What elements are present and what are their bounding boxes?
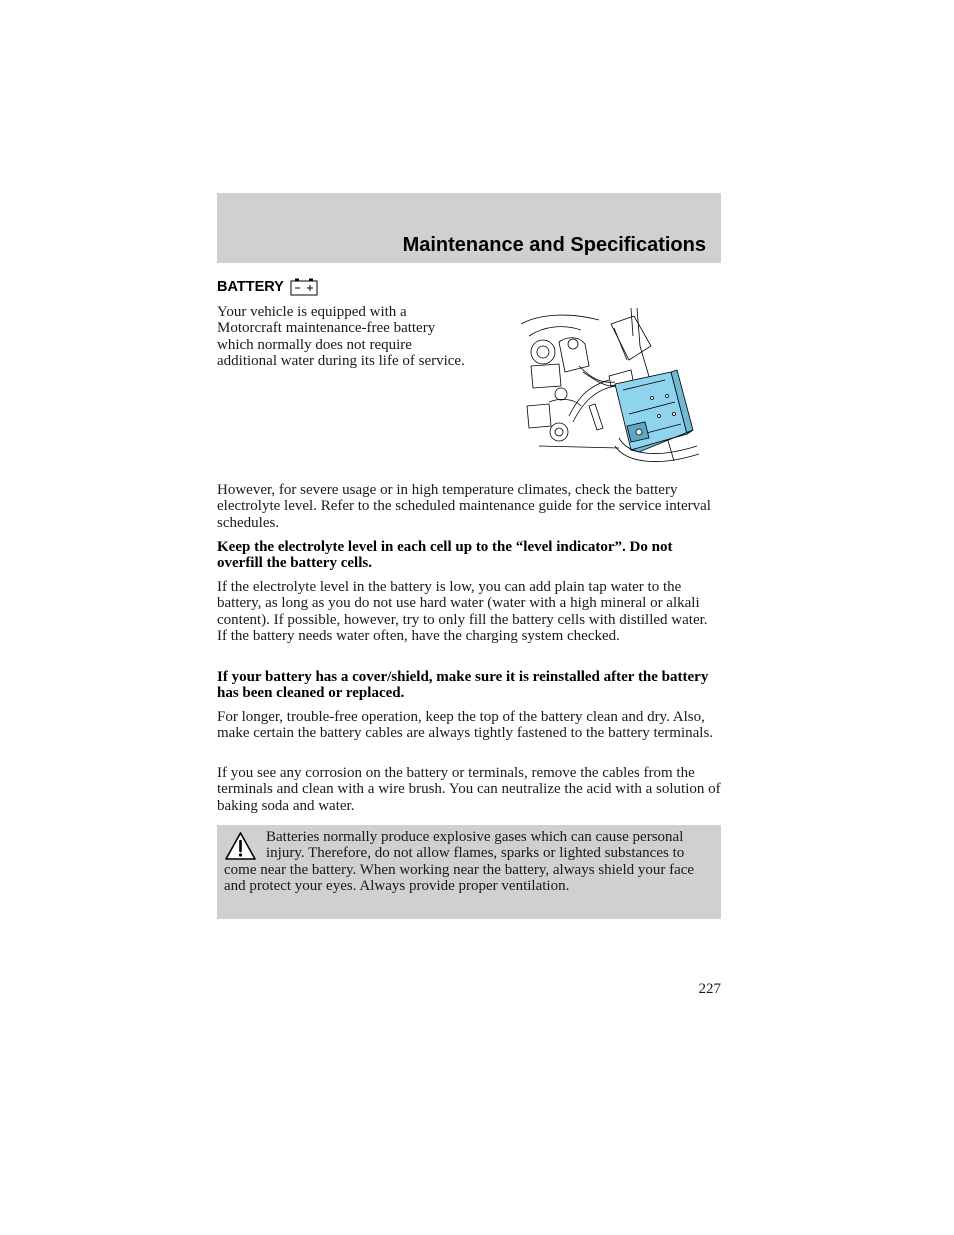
warning-text: Batteries normally produce explosive gases which can cause personal injury. Therefore, do not allow flames, sparks or lighted substances to come near the battery. When working near the battery, always shield your face and protect your eyes. Always provide proper ventilation. — [224, 829, 695, 895]
severe-usage-paragraph: However, for severe usage or in high temperature climates, check the battery electrolyte level. Refer to the scheduled maintenance guide for the service interval schedules. — [217, 482, 711, 531]
add-water-paragraph: If the electrolyte level in the battery is low, you can add plain tap water to the battery, as long as you do not use hard water (water with a high mineral or alkali content). If possible, however, try to only fill the battery cells with distilled water. If the battery needs water often, have the charging system checked. — [217, 579, 708, 645]
battery-icon — [290, 278, 318, 296]
intro-paragraph: Your vehicle is equipped with a Motorcraft maintenance-free battery which normally does not require additional water during its life of service. — [217, 304, 465, 370]
keep-level-paragraph: Keep the electrolyte level in each cell up to the “level indicator”. Do not overfill the battery cells. — [217, 539, 673, 572]
warning-box — [217, 825, 721, 919]
section-heading — [217, 278, 318, 296]
corrosion-paragraph: If you see any corrosion on the battery or terminals, remove the cables from the terminals and clean with a wire brush. You can neutralize the acid with a solution of baking soda and water. — [217, 765, 721, 814]
section-heading-label: BATTERY — [217, 279, 284, 295]
page-number: 227 — [698, 981, 721, 997]
warning-text-block — [224, 829, 714, 895]
header-band — [217, 193, 721, 263]
clean-dry-paragraph: For longer, trouble-free operation, keep the top of the battery clean and dry. Also, make certain the battery cables are always tightly fastened to the battery terminals. — [217, 709, 714, 742]
page-title: Maintenance and Specifications — [402, 234, 706, 256]
cover-shield-paragraph: If your battery has a cover/shield, make sure it is reinstalled after the battery has been cleaned or replaced. — [217, 669, 709, 702]
engine-compartment-battery-illustration — [519, 306, 700, 468]
